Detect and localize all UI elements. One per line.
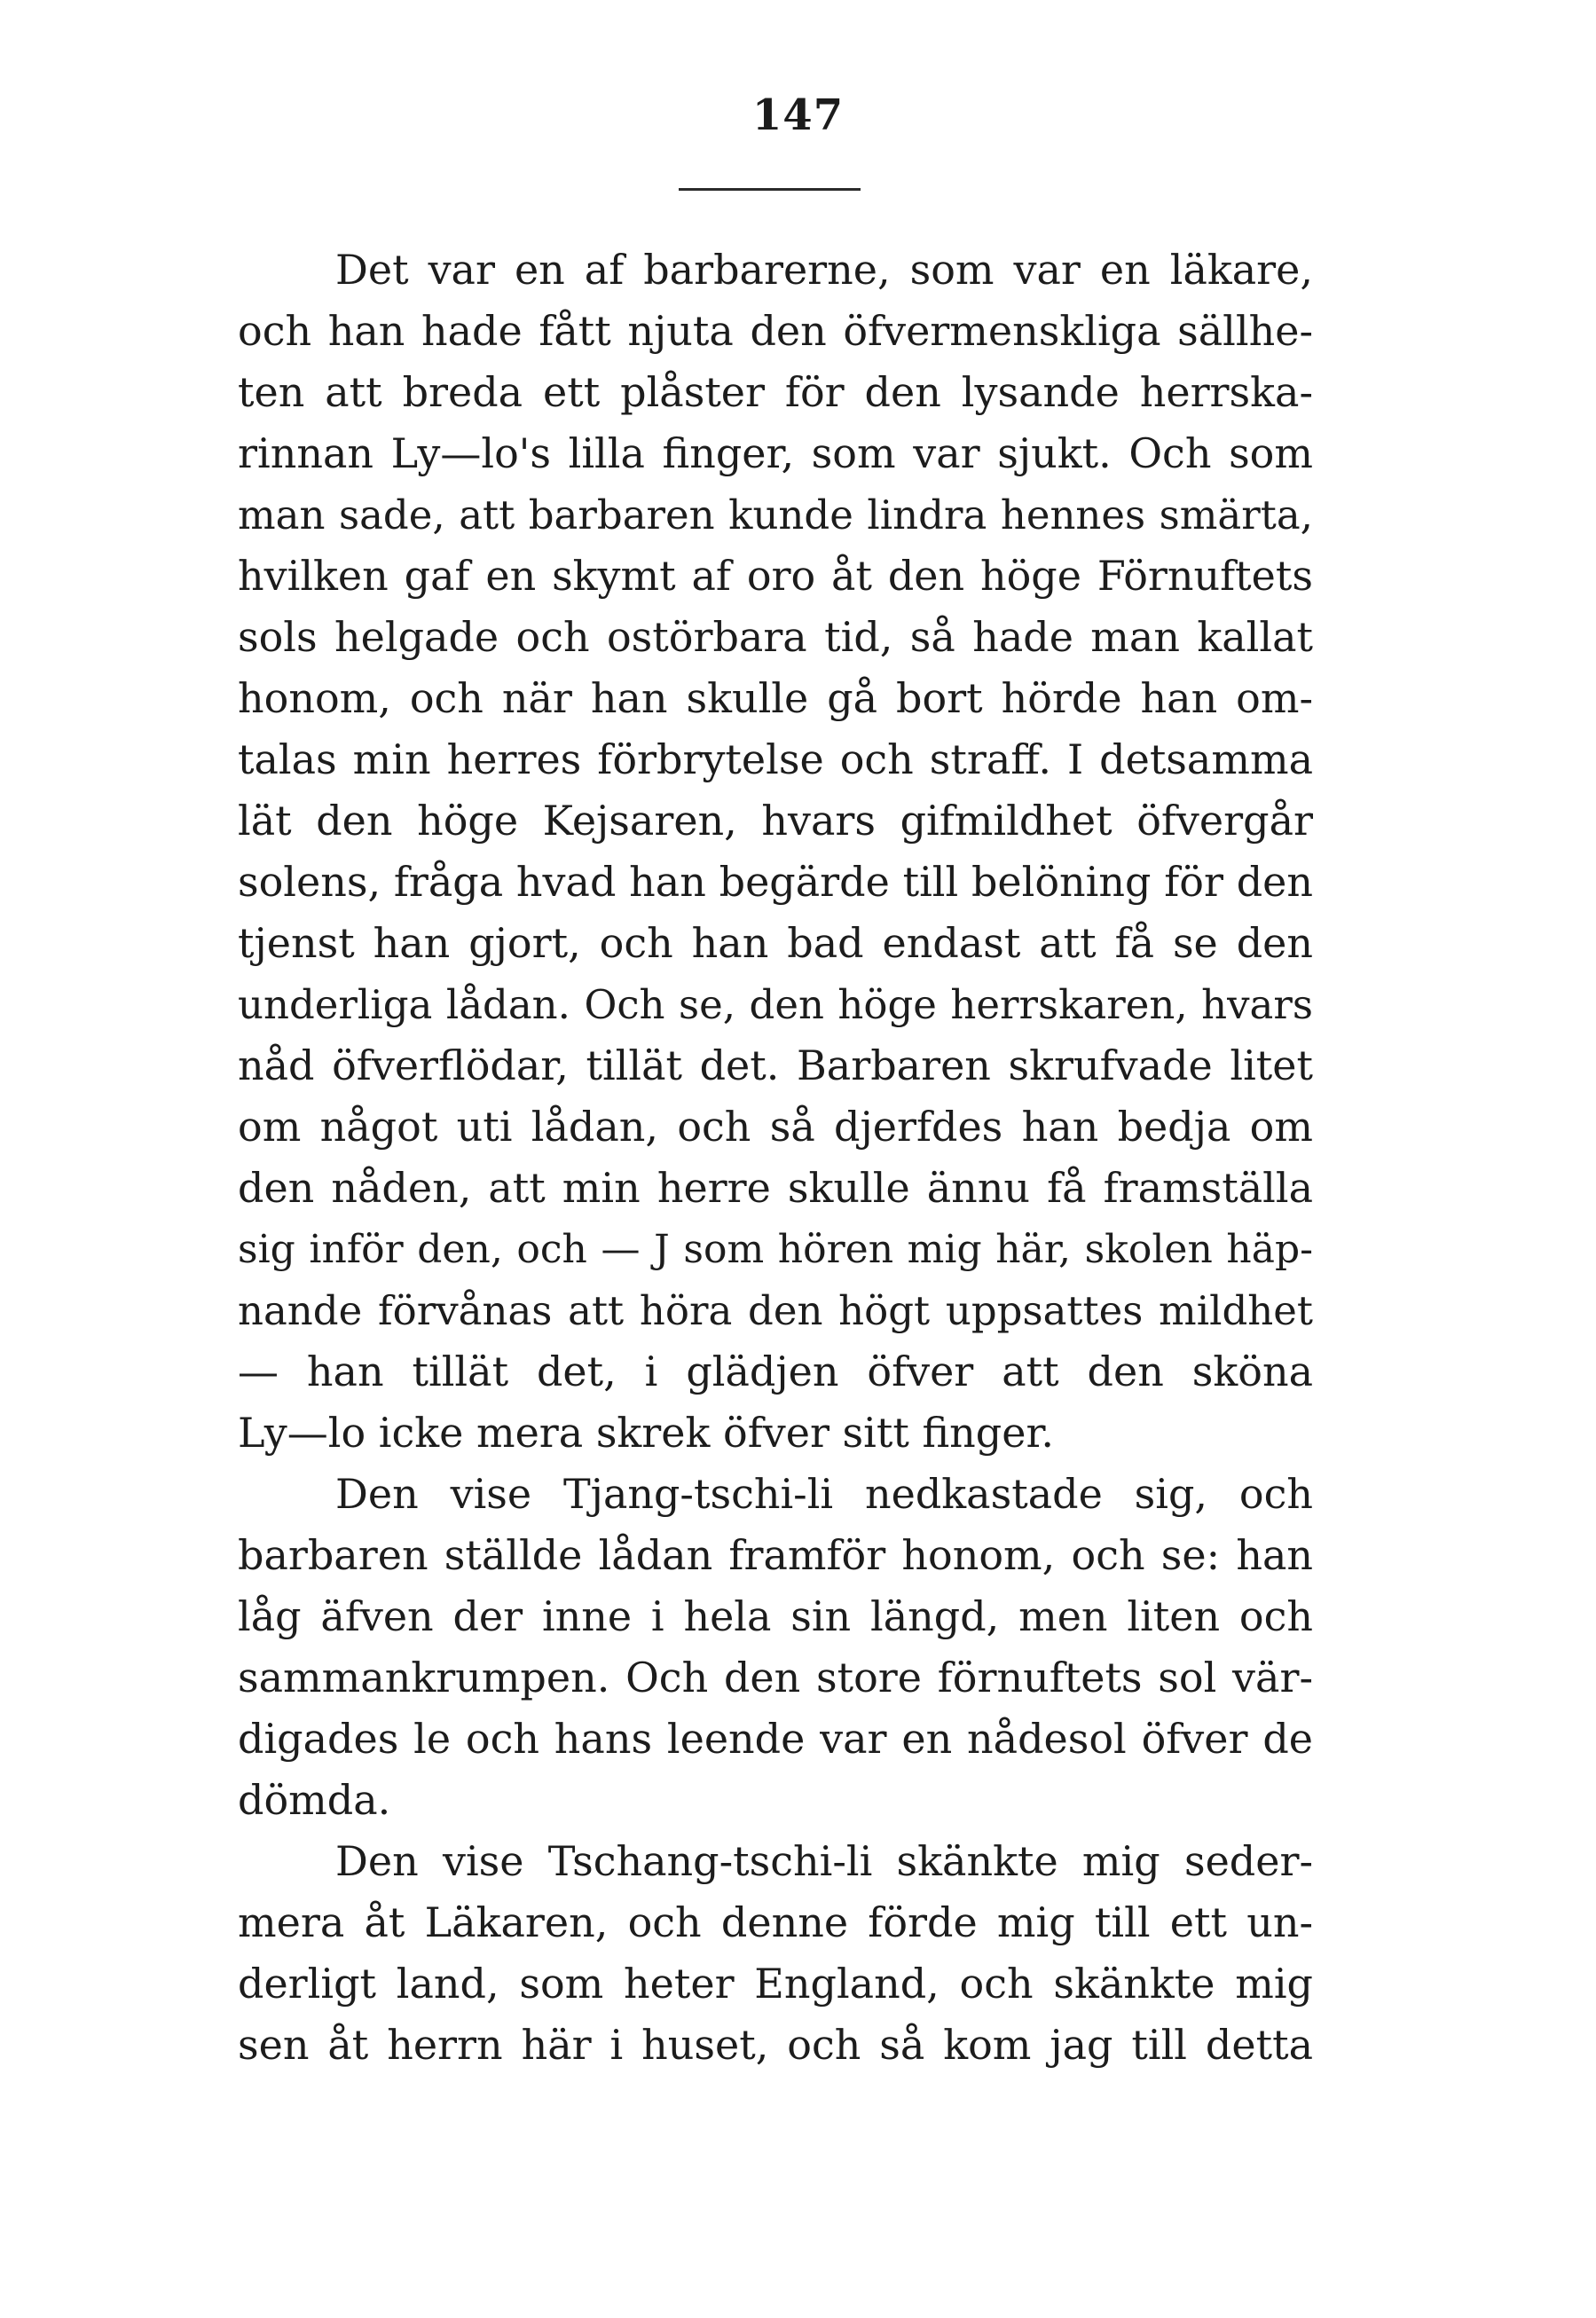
- text-line: — han tillät det, i glädjen öfver att den sköna: [238, 1348, 1313, 1395]
- text-line: Den vise Tschang-tschi-li skänkte mig seder-: [335, 1837, 1313, 1885]
- text-line: nande förvånas att höra den högt uppsattes mildhet: [238, 1287, 1313, 1334]
- text-line: solens, fråga hvad han begärde till belöning för den: [238, 858, 1313, 906]
- text-line: rinnan Ly—lo's lilla finger, som var sjukt. Och som: [238, 429, 1313, 477]
- text-line: underliga lådan. Och se, den höge herrskaren, hvars: [238, 981, 1313, 1028]
- text-line: barbaren ställde lådan framför honom, och se: han: [238, 1531, 1313, 1579]
- text-line: sig inför den, och — J som hören mig här, skolen häp-: [238, 1227, 1313, 1272]
- text-line: digades le och hans leende var en nådesol öfver de: [238, 1715, 1313, 1763]
- text-line: derligt land, som heter England, och skänkte mig: [238, 1960, 1313, 2008]
- text-line: man sade, att barbaren kunde lindra hennes smärta,: [238, 491, 1313, 538]
- text-line: Den vise Tjang-tschi-li nedkastade sig, och: [335, 1470, 1313, 1518]
- text-line: hvilken gaf en skymt af oro åt den höge Förnuftets: [238, 552, 1313, 600]
- text-line: och han hade fått njuta den öfvermenskliga sällhe-: [238, 307, 1313, 355]
- text-line: honom, och när han skulle gå bort hörde han om-: [238, 674, 1313, 722]
- text-line: tjenst han gjort, och han bad endast att få se den: [238, 919, 1313, 967]
- text-line: Det var en af barbarerne, som var en läkare,: [335, 246, 1313, 294]
- text-line: ten att breda ett plåster för den lysande herrska-: [238, 368, 1313, 416]
- text-line: sammankrumpen. Och den store förnuftets sol vär-: [238, 1654, 1313, 1701]
- text-line: den nåden, att min herre skulle ännu få framställa: [238, 1164, 1313, 1212]
- text-line: mera åt Läkaren, och denne förde mig till ett un-: [238, 1898, 1313, 1946]
- paragraph-1: [238, 240, 1313, 1464]
- page-number: 147: [751, 90, 845, 140]
- paragraph-3: [238, 1831, 1313, 2076]
- text-line: sen åt herrn här i huset, och så kom jag till detta: [238, 2021, 1313, 2069]
- text-line: låg äfven der inne i hela sin längd, men liten och: [238, 1592, 1313, 1640]
- text-line: om något uti lådan, och så djerfdes han bedja om: [238, 1103, 1313, 1151]
- text-line: dömda.: [238, 1776, 391, 1824]
- text-line: sols helgade och ostörbara tid, så hade man kallat: [238, 613, 1313, 661]
- text-line: lät den höge Kejsaren, hvars gifmildhet öfvergår: [238, 797, 1313, 845]
- body-text: [238, 240, 1313, 2076]
- paragraph-2: [238, 1464, 1313, 1831]
- text-line: talas min herres förbrytelse och straff. I detsamma: [238, 735, 1313, 783]
- header-rule: [679, 188, 861, 191]
- text-line: nåd öfverflödar, tillät det. Barbaren skrufvade litet: [238, 1041, 1313, 1089]
- text-line: Ly—lo icke mera skrek öfver sitt finger.: [238, 1409, 1054, 1457]
